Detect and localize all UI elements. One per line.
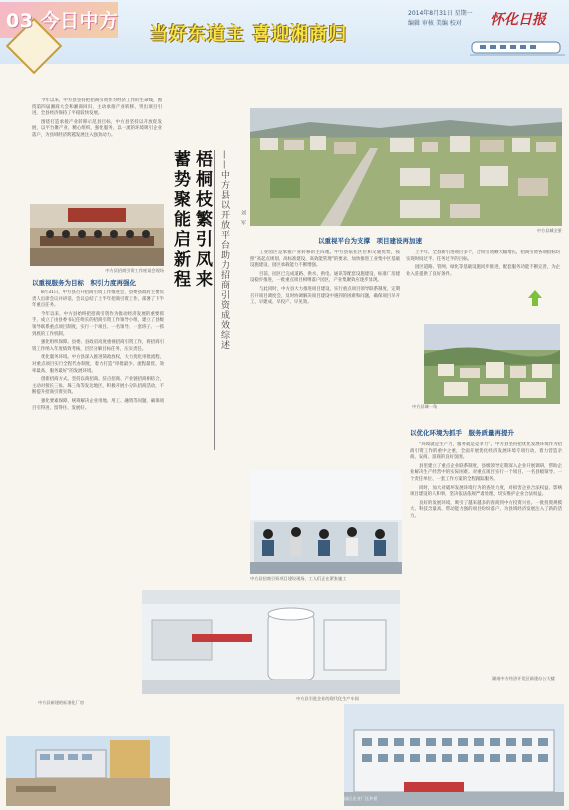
issue-date: 2014年8月31日 星期一 (408, 10, 473, 17)
section1-paragraph: 优化服务环境。中方县深入推进简政放权，大力优化审批流程，对重点项目实行全程代办制度，着力打造“审批最少、流程最优、效率最高、服务最好”的发展环境。 (32, 355, 164, 374)
section1-paragraph: 创新招商方式。坚持以商招商、驻点招商、产业链招商相结合，主动对接长三角、珠三角等发达地区，积极开展小分队招商活动，不断提升招商引资实效。 (32, 377, 164, 396)
photo-factory-caption: 园区企业厂区外景 (344, 796, 378, 801)
headline-subtitle: ——中方县以开放平台助力招商引资成效综述 (219, 150, 229, 350)
section3-body (410, 442, 562, 654)
section1-paragraph: 强化组织保障。县委、县政府高度重视招商引资工作，将招商引资工作纳入年度绩效考核，层层分解目标任务，压实责任。 (32, 340, 164, 352)
photo-plaza (6, 736, 170, 806)
photo-meeting-caption: 中方县招商引资工作座谈会现场 (105, 268, 164, 273)
photo-town-caption: 中方县城一角 (412, 404, 438, 409)
masthead: 怀化日报 (490, 12, 546, 28)
intro-paragraph: 今年以来，中方县坚持把招商引资作为经济工作的生命线，围绕第四届湘商大会和湘商回归，主动承接产业转移，突出项目引进，全县经济保持了平稳较快发展。 (32, 98, 162, 117)
photo-workers (250, 470, 402, 574)
byline: 刘 军 (240, 210, 246, 225)
header-slogan: 当好东道主 喜迎湘商归 (150, 24, 348, 45)
section2-paragraph: 园区道路、管网、绿化等基础设施同步推进，配套服务功能不断完善，为企业入驻提供了良好条件。 (406, 265, 560, 277)
intro-text (32, 98, 162, 202)
photo-town (424, 324, 560, 404)
section3-paragraph: 良好的发展环境，吸引了越来越多的客商到中方投资兴业。一批投资规模大、科技含量高、带动能力强的项目纷纷落户，为县域经济发展注入了新的活力。 (410, 500, 562, 519)
section3-paragraph: “环境就是生产力，服务就是竞争力”。中方县坚持把优化发展环境作为招商引资工作的重中之重，全面开展优化经济发展环境专项行动，着力营造亲商、安商、富商的良好氛围。 (410, 442, 562, 461)
arrow-up-icon (528, 290, 542, 306)
photo-city-aerial (250, 108, 562, 226)
section1-title: 以重视服务为目标 积引力度再强化 (32, 279, 136, 287)
section2-paragraph: 上半年，全县新引进项目多个，合同引资额大幅增长，招商引资各项指标均实现时间过半、任务过半的目标。 (406, 250, 560, 262)
photo-lab (142, 590, 400, 694)
section3-title: 以优化环境为抓手 服务质量再提升 (410, 429, 514, 437)
section-label: 03 今日中方 (6, 10, 119, 32)
headline-divider (214, 150, 215, 450)
photo-factory (344, 704, 564, 806)
section2-paragraph: 与此同时，中方县大力推进项目建设，实行重点项目领导联系制度，定期召开项目调度会，及时协调解决项目建设中遇到的困难和问题，确保项目早开工、早建成、早投产、早见效。 (250, 286, 400, 306)
photo-workers-caption: 中方县招商引资项目建设现场，工人们正在紧张施工 (250, 576, 347, 581)
photo-plaza-caption: 中方县新建的标准化厂房 (38, 700, 85, 705)
section2-paragraph: 工业园区是承接产业转移的主阵地。中方县依托区位和交通优势，按照“高起点规划、高标准建设、高效能管理”的要求，加快推进工业集中区基础设施建设，园区承载能力不断增强。 (250, 250, 400, 269)
section2-paragraph: 目前，园区已完成道路、供水、供电、通讯等配套设施建设，标准厂房建设稳步推进，一批重点项目相继落户园区，产业集聚效应逐步显现。 (250, 271, 400, 284)
intro-paragraph: 围绕打造承接产业转移示范县目标，中方县坚持以开放促发展，以平台聚产业，精心组织，强化服务，以一流的环境吸引企业落户，为县域经济跨越发展注入强劲动力。 (32, 119, 162, 138)
section2-title: 以重视平台为支撑 项目建设再加速 (318, 237, 422, 245)
page-header (0, 0, 569, 64)
section1-paragraph: 8月31日，中方县召开招商引资工作推进会，县委县政府主要负责人出席会议并讲话。会议总结了上半年招商引资工作，部署了下半年重点任务。 (32, 290, 164, 309)
photo-meeting (30, 204, 164, 266)
editor-credits: 编辑 审核 美编 校对 (408, 20, 462, 27)
section1-paragraph: 今年以来，中方县始终把招商引资作为推动经济发展的重要抓手，成立了由县委书记任组长的招商引资工作领导小组，建立了县级领导联系重点项目制度，实行一个项目、一名领导、一套班子、一抓到底的工作机制。 (32, 311, 164, 337)
photo-building-caption: 湖南中方经济开发区新建办公大楼 (492, 676, 555, 681)
section1-body (32, 290, 164, 590)
headline-line1: 梧桐枝繁引凤来 (192, 150, 212, 290)
section3-paragraph: 县里建立了重点企业联系制度，县级领导定期深入企业开展调研，帮助企业解决生产经营中的实际困难。对重点项目实行一个项目、一名县级领导、一个责任单位、一套工作方案的全程跟踪服务。 (410, 463, 562, 482)
photo-city-caption: 中方县城全景 (536, 228, 562, 233)
section1-paragraph: 强化要素保障，统筹解决企业用地、用工、融资等问题，确保项目引得进、留得住、发展好。 (32, 398, 164, 411)
section2-body-right (406, 250, 560, 316)
train-icon (470, 34, 565, 58)
section2-body-left (250, 250, 400, 428)
headline-line2: 蓄势聚能启新程 (170, 150, 190, 290)
section3-paragraph: 同时，加大对破坏发展环境行为的查处力度，对损害企业合法权益、影响项目建设的人和事，坚决依法依规严肃处理，切实维护企业合法权益。 (410, 485, 562, 498)
photo-lab-caption: 中方县引进企业的现代化生产车间 (296, 696, 359, 701)
